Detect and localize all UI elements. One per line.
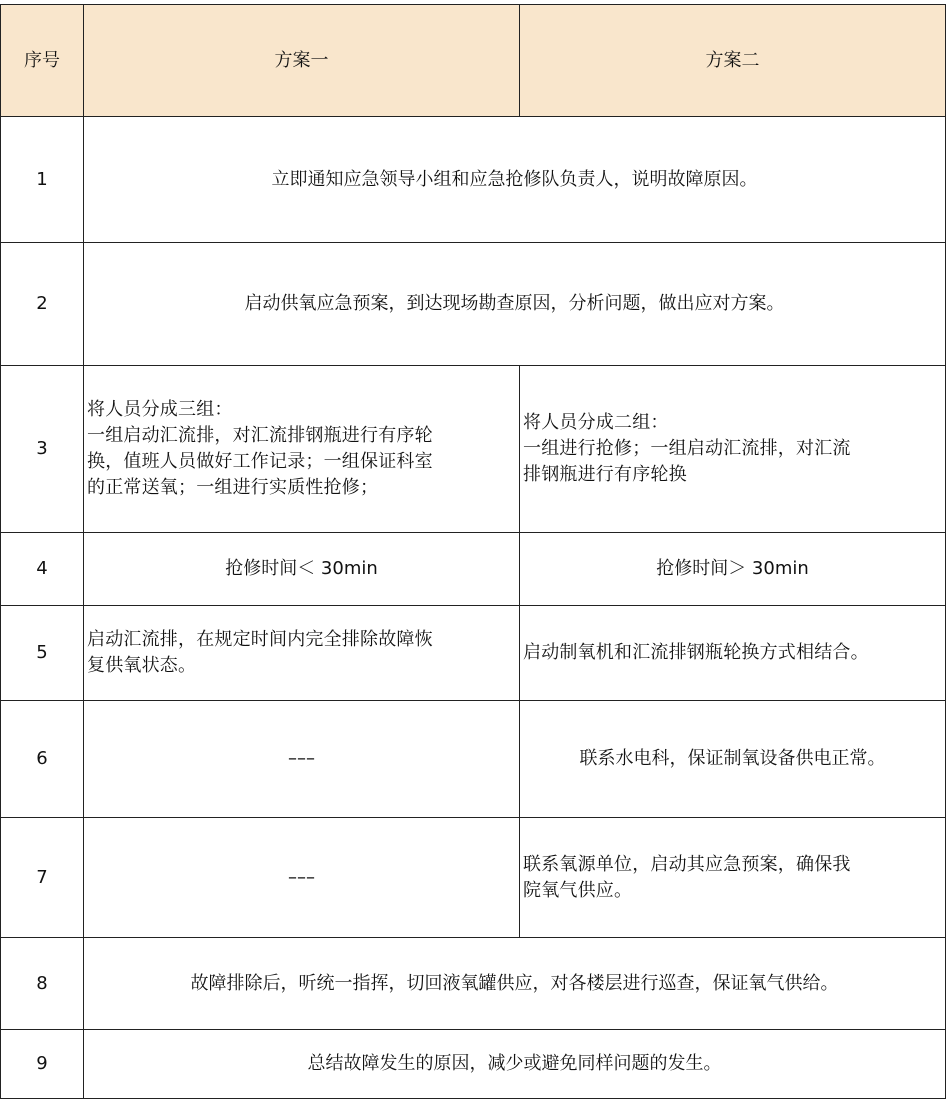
cell-line: 排钢瓶进行有序轮换 <box>523 464 687 485</box>
merged-cell: 总结故障发生的原因，减少或避免同样问题的发生。 <box>84 1030 946 1099</box>
table-header-row <box>1 5 946 117</box>
row-number: 8 <box>1 938 84 1030</box>
table-row <box>1 533 946 606</box>
table-row <box>1 243 946 366</box>
plan-two-cell: 联系水电科，保证制氧设备供电正常。 <box>520 701 946 818</box>
row-number: 9 <box>1 1030 84 1099</box>
table-row <box>1 938 946 1030</box>
cell-line: 联系氧源单位，启动其应急预案，确保我 <box>523 853 851 875</box>
cell-line: 一组启动汇流排，对汇流排钢瓶进行有序轮 <box>87 425 433 446</box>
cell-line: 一组进行抢修；一组启动汇流排，对汇流 <box>523 438 851 459</box>
table-row <box>1 366 946 533</box>
cell-line: 将人员分成二组： <box>523 412 669 433</box>
plan-two-cell: 启动制氧机和汇流排钢瓶轮换方式相结合。 <box>520 606 946 701</box>
plan-one-cell <box>84 366 520 533</box>
row-number: 5 <box>1 606 84 701</box>
row-number: 3 <box>1 366 84 533</box>
emergency-plan-table <box>0 4 946 1099</box>
cell-line: 换，值班人员做好工作记录；一组保证科室 <box>87 451 433 472</box>
row-number: 6 <box>1 701 84 818</box>
plan-two-cell <box>520 366 946 533</box>
table-row <box>1 1030 946 1099</box>
cell-line: 启动汇流排，在规定时间内完全排除故障恢 <box>87 629 433 650</box>
row-number: 4 <box>1 533 84 606</box>
plan-one-cell: 抢修时间＜ 30min <box>84 533 520 606</box>
merged-cell: 立即通知应急领导小组和应急抢修队负责人，说明故障原因。 <box>84 117 946 243</box>
cell-line: 复供氧状态。 <box>87 655 197 676</box>
row-number: 1 <box>1 117 84 243</box>
header-plan-one: 方案一 <box>84 5 520 117</box>
cell-line: 将人员分成三组： <box>87 399 233 420</box>
plan-one-cell: ––– <box>84 818 520 938</box>
table-row <box>1 701 946 818</box>
cell-line: 院氧气供应。 <box>523 879 633 901</box>
plan-two-cell <box>520 818 946 938</box>
table-row <box>1 818 946 938</box>
cell-line: 的正常送氧；一组进行实质性抢修； <box>87 477 379 498</box>
row-number: 7 <box>1 818 84 938</box>
header-plan-two: 方案二 <box>520 5 946 117</box>
merged-cell: 启动供氧应急预案，到达现场勘查原因，分析问题，做出应对方案。 <box>84 243 946 366</box>
header-serial-number: 序号 <box>1 5 84 117</box>
table-row <box>1 117 946 243</box>
table-row <box>1 606 946 701</box>
plan-two-cell: 抢修时间＞ 30min <box>520 533 946 606</box>
plan-one-cell: ––– <box>84 701 520 818</box>
plan-one-cell <box>84 606 520 701</box>
row-number: 2 <box>1 243 84 366</box>
merged-cell: 故障排除后，听统一指挥，切回液氧罐供应，对各楼层进行巡查，保证氧气供给。 <box>84 938 946 1030</box>
